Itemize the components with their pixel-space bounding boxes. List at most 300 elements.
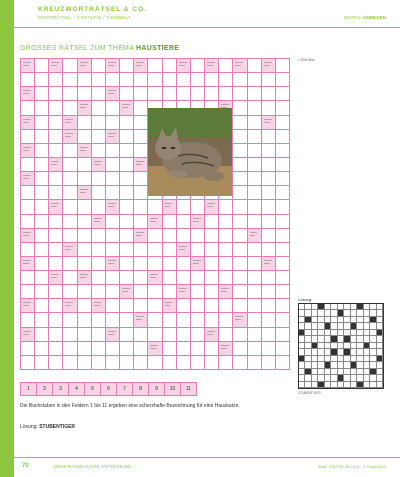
answer-cell[interactable] <box>148 328 162 342</box>
answer-cell[interactable] <box>35 243 49 257</box>
answer-cell[interactable] <box>92 130 106 144</box>
answer-cell[interactable] <box>63 73 77 87</box>
answer-cell[interactable] <box>233 271 247 285</box>
answer-cell[interactable] <box>276 186 290 200</box>
answer-cell[interactable] <box>134 299 148 313</box>
answer-cell[interactable] <box>63 257 77 271</box>
answer-cell[interactable] <box>233 158 247 172</box>
answer-cell[interactable] <box>219 59 233 73</box>
answer-cell[interactable] <box>148 87 162 101</box>
answer-cell[interactable] <box>163 342 177 356</box>
answer-cell[interactable] <box>35 59 49 73</box>
answer-cell[interactable] <box>276 73 290 87</box>
answer-cell[interactable] <box>21 215 35 229</box>
answer-cell[interactable] <box>63 101 77 115</box>
answer-cell[interactable] <box>49 342 63 356</box>
answer-cell[interactable] <box>35 144 49 158</box>
answer-cell[interactable] <box>92 285 106 299</box>
answer-cell[interactable] <box>219 257 233 271</box>
answer-cell[interactable] <box>205 356 219 370</box>
answer-cell[interactable] <box>148 229 162 243</box>
answer-cell[interactable] <box>177 87 191 101</box>
answer-cell[interactable] <box>248 130 262 144</box>
answer-cell[interactable] <box>49 101 63 115</box>
answer-cell[interactable] <box>21 200 35 214</box>
answer-cell[interactable] <box>92 229 106 243</box>
answer-cell[interactable] <box>163 229 177 243</box>
answer-cell[interactable] <box>233 285 247 299</box>
answer-cell[interactable] <box>63 186 77 200</box>
answer-cell[interactable] <box>276 271 290 285</box>
answer-cell[interactable] <box>191 271 205 285</box>
answer-cell[interactable] <box>134 342 148 356</box>
answer-cell[interactable] <box>262 356 276 370</box>
answer-cell[interactable] <box>177 313 191 327</box>
answer-cell[interactable] <box>78 215 92 229</box>
answer-cell[interactable] <box>134 116 148 130</box>
answer-cell[interactable] <box>35 186 49 200</box>
answer-cell[interactable] <box>21 285 35 299</box>
answer-cell[interactable] <box>233 101 247 115</box>
answer-cell[interactable] <box>134 87 148 101</box>
answer-cell[interactable] <box>92 172 106 186</box>
answer-cell[interactable] <box>205 285 219 299</box>
answer-cell[interactable] <box>163 59 177 73</box>
solution-box[interactable]: 3 <box>53 383 69 395</box>
answer-cell[interactable] <box>248 200 262 214</box>
answer-cell[interactable] <box>177 299 191 313</box>
answer-cell[interactable] <box>35 101 49 115</box>
answer-cell[interactable] <box>78 356 92 370</box>
answer-cell[interactable] <box>163 73 177 87</box>
answer-cell[interactable] <box>262 144 276 158</box>
answer-cell[interactable] <box>106 144 120 158</box>
answer-cell[interactable] <box>120 313 134 327</box>
answer-cell[interactable] <box>177 229 191 243</box>
answer-cell[interactable] <box>106 186 120 200</box>
answer-cell[interactable] <box>35 130 49 144</box>
answer-cell[interactable] <box>134 130 148 144</box>
solution-boxes[interactable] <box>20 382 197 396</box>
answer-cell[interactable] <box>276 144 290 158</box>
answer-cell[interactable] <box>205 229 219 243</box>
solution-box[interactable]: 10 <box>165 383 181 395</box>
answer-cell[interactable] <box>120 186 134 200</box>
answer-cell[interactable] <box>35 87 49 101</box>
answer-cell[interactable] <box>276 229 290 243</box>
answer-cell[interactable] <box>120 200 134 214</box>
answer-cell[interactable] <box>63 271 77 285</box>
answer-cell[interactable] <box>148 200 162 214</box>
answer-cell[interactable] <box>120 59 134 73</box>
answer-cell[interactable] <box>63 59 77 73</box>
answer-cell[interactable] <box>63 87 77 101</box>
answer-cell[interactable] <box>63 356 77 370</box>
answer-cell[interactable] <box>134 73 148 87</box>
answer-cell[interactable] <box>248 313 262 327</box>
answer-cell[interactable] <box>233 356 247 370</box>
answer-cell[interactable] <box>134 200 148 214</box>
answer-cell[interactable] <box>276 172 290 186</box>
answer-cell[interactable] <box>205 215 219 229</box>
answer-cell[interactable] <box>148 299 162 313</box>
answer-cell[interactable] <box>233 87 247 101</box>
answer-cell[interactable] <box>120 229 134 243</box>
answer-cell[interactable] <box>92 59 106 73</box>
answer-cell[interactable] <box>233 257 247 271</box>
answer-cell[interactable] <box>106 299 120 313</box>
answer-cell[interactable] <box>35 172 49 186</box>
answer-cell[interactable] <box>262 285 276 299</box>
answer-cell[interactable] <box>205 313 219 327</box>
answer-cell[interactable] <box>35 73 49 87</box>
answer-cell[interactable] <box>248 257 262 271</box>
answer-cell[interactable] <box>78 172 92 186</box>
answer-cell[interactable] <box>106 313 120 327</box>
answer-cell[interactable] <box>120 215 134 229</box>
answer-cell[interactable] <box>63 229 77 243</box>
answer-cell[interactable] <box>248 271 262 285</box>
answer-cell[interactable] <box>276 116 290 130</box>
answer-cell[interactable] <box>49 144 63 158</box>
answer-cell[interactable] <box>205 243 219 257</box>
answer-cell[interactable] <box>262 271 276 285</box>
answer-cell[interactable] <box>276 313 290 327</box>
answer-cell[interactable] <box>248 243 262 257</box>
answer-cell[interactable] <box>233 243 247 257</box>
answer-cell[interactable] <box>219 73 233 87</box>
answer-cell[interactable] <box>177 342 191 356</box>
answer-cell[interactable] <box>163 215 177 229</box>
answer-cell[interactable] <box>205 342 219 356</box>
answer-cell[interactable] <box>262 130 276 144</box>
answer-cell[interactable] <box>92 243 106 257</box>
answer-cell[interactable] <box>92 356 106 370</box>
answer-cell[interactable] <box>248 87 262 101</box>
answer-cell[interactable] <box>219 243 233 257</box>
answer-cell[interactable] <box>191 342 205 356</box>
answer-cell[interactable] <box>106 229 120 243</box>
answer-cell[interactable] <box>248 144 262 158</box>
answer-cell[interactable] <box>262 101 276 115</box>
answer-cell[interactable] <box>276 328 290 342</box>
answer-cell[interactable] <box>177 215 191 229</box>
answer-cell[interactable] <box>134 186 148 200</box>
answer-cell[interactable] <box>120 116 134 130</box>
solution-box[interactable]: 11 <box>181 383 197 395</box>
answer-cell[interactable] <box>49 313 63 327</box>
answer-cell[interactable] <box>49 257 63 271</box>
answer-cell[interactable] <box>35 116 49 130</box>
answer-cell[interactable] <box>120 271 134 285</box>
answer-cell[interactable] <box>163 271 177 285</box>
answer-cell[interactable] <box>92 342 106 356</box>
answer-cell[interactable] <box>92 257 106 271</box>
answer-cell[interactable] <box>163 257 177 271</box>
answer-cell[interactable] <box>21 186 35 200</box>
answer-cell[interactable] <box>49 285 63 299</box>
answer-cell[interactable] <box>262 299 276 313</box>
answer-cell[interactable] <box>177 328 191 342</box>
answer-cell[interactable] <box>233 229 247 243</box>
answer-cell[interactable] <box>205 271 219 285</box>
answer-cell[interactable] <box>120 342 134 356</box>
answer-cell[interactable] <box>191 285 205 299</box>
answer-cell[interactable] <box>163 243 177 257</box>
answer-cell[interactable] <box>92 186 106 200</box>
answer-cell[interactable] <box>92 313 106 327</box>
answer-cell[interactable] <box>177 73 191 87</box>
answer-cell[interactable] <box>78 130 92 144</box>
solution-box[interactable]: 5 <box>85 383 101 395</box>
answer-cell[interactable] <box>120 172 134 186</box>
answer-cell[interactable] <box>21 356 35 370</box>
answer-cell[interactable] <box>63 328 77 342</box>
crossword-grid[interactable] <box>20 58 290 370</box>
answer-cell[interactable] <box>248 356 262 370</box>
answer-cell[interactable] <box>120 130 134 144</box>
answer-cell[interactable] <box>134 271 148 285</box>
answer-cell[interactable] <box>262 87 276 101</box>
answer-cell[interactable] <box>63 342 77 356</box>
answer-cell[interactable] <box>248 158 262 172</box>
answer-cell[interactable] <box>35 285 49 299</box>
answer-cell[interactable] <box>21 342 35 356</box>
answer-cell[interactable] <box>148 313 162 327</box>
answer-cell[interactable] <box>276 215 290 229</box>
answer-cell[interactable] <box>191 313 205 327</box>
answer-cell[interactable] <box>148 73 162 87</box>
answer-cell[interactable] <box>134 243 148 257</box>
answer-cell[interactable] <box>106 271 120 285</box>
solution-box[interactable]: 4 <box>69 383 85 395</box>
solution-box[interactable]: 2 <box>37 383 53 395</box>
answer-cell[interactable] <box>106 356 120 370</box>
answer-cell[interactable] <box>262 215 276 229</box>
answer-cell[interactable] <box>78 313 92 327</box>
answer-cell[interactable] <box>21 158 35 172</box>
answer-cell[interactable] <box>148 257 162 271</box>
answer-cell[interactable] <box>92 200 106 214</box>
answer-cell[interactable] <box>134 257 148 271</box>
answer-cell[interactable] <box>276 200 290 214</box>
answer-cell[interactable] <box>276 130 290 144</box>
answer-cell[interactable] <box>191 328 205 342</box>
answer-cell[interactable] <box>120 243 134 257</box>
answer-cell[interactable] <box>233 215 247 229</box>
answer-cell[interactable] <box>78 87 92 101</box>
answer-cell[interactable] <box>248 116 262 130</box>
answer-cell[interactable] <box>21 73 35 87</box>
solution-box[interactable]: 7 <box>117 383 133 395</box>
answer-cell[interactable] <box>134 101 148 115</box>
answer-cell[interactable] <box>163 313 177 327</box>
answer-cell[interactable] <box>205 73 219 87</box>
answer-cell[interactable] <box>233 299 247 313</box>
answer-cell[interactable] <box>205 87 219 101</box>
answer-cell[interactable] <box>92 116 106 130</box>
answer-cell[interactable] <box>63 285 77 299</box>
answer-cell[interactable] <box>78 243 92 257</box>
answer-cell[interactable] <box>21 243 35 257</box>
answer-cell[interactable] <box>78 257 92 271</box>
answer-cell[interactable] <box>219 328 233 342</box>
answer-cell[interactable] <box>134 285 148 299</box>
answer-cell[interactable] <box>35 342 49 356</box>
answer-cell[interactable] <box>248 285 262 299</box>
answer-cell[interactable] <box>248 342 262 356</box>
answer-cell[interactable] <box>233 186 247 200</box>
answer-cell[interactable] <box>248 328 262 342</box>
answer-cell[interactable] <box>63 200 77 214</box>
solution-box[interactable]: 6 <box>101 383 117 395</box>
answer-cell[interactable] <box>78 229 92 243</box>
answer-cell[interactable] <box>163 87 177 101</box>
answer-cell[interactable] <box>276 87 290 101</box>
answer-cell[interactable] <box>63 158 77 172</box>
answer-cell[interactable] <box>49 229 63 243</box>
answer-cell[interactable] <box>49 87 63 101</box>
answer-cell[interactable] <box>248 172 262 186</box>
answer-cell[interactable] <box>120 328 134 342</box>
answer-cell[interactable] <box>49 356 63 370</box>
answer-cell[interactable] <box>78 328 92 342</box>
answer-cell[interactable] <box>49 73 63 87</box>
answer-cell[interactable] <box>120 87 134 101</box>
answer-cell[interactable] <box>191 59 205 73</box>
answer-cell[interactable] <box>92 271 106 285</box>
answer-cell[interactable] <box>92 101 106 115</box>
solution-box[interactable]: 8 <box>133 383 149 395</box>
answer-cell[interactable] <box>120 144 134 158</box>
answer-cell[interactable] <box>191 243 205 257</box>
answer-cell[interactable] <box>49 172 63 186</box>
answer-cell[interactable] <box>233 328 247 342</box>
answer-cell[interactable] <box>134 328 148 342</box>
answer-cell[interactable] <box>262 342 276 356</box>
answer-cell[interactable] <box>49 243 63 257</box>
answer-cell[interactable] <box>276 158 290 172</box>
answer-cell[interactable] <box>219 356 233 370</box>
answer-cell[interactable] <box>163 328 177 342</box>
answer-cell[interactable] <box>106 285 120 299</box>
answer-cell[interactable] <box>92 328 106 342</box>
answer-cell[interactable] <box>148 356 162 370</box>
answer-cell[interactable] <box>78 299 92 313</box>
answer-cell[interactable] <box>35 215 49 229</box>
answer-cell[interactable] <box>35 229 49 243</box>
answer-cell[interactable] <box>35 271 49 285</box>
answer-cell[interactable] <box>106 116 120 130</box>
answer-cell[interactable] <box>92 144 106 158</box>
answer-cell[interactable] <box>191 299 205 313</box>
answer-cell[interactable] <box>262 186 276 200</box>
answer-cell[interactable] <box>21 313 35 327</box>
answer-cell[interactable] <box>276 243 290 257</box>
answer-cell[interactable] <box>191 73 205 87</box>
answer-cell[interactable] <box>134 356 148 370</box>
answer-cell[interactable] <box>191 229 205 243</box>
answer-cell[interactable] <box>35 200 49 214</box>
answer-cell[interactable] <box>148 285 162 299</box>
answer-cell[interactable] <box>233 342 247 356</box>
answer-cell[interactable] <box>177 356 191 370</box>
answer-cell[interactable] <box>262 172 276 186</box>
answer-cell[interactable] <box>78 73 92 87</box>
answer-cell[interactable] <box>49 116 63 130</box>
answer-cell[interactable] <box>49 328 63 342</box>
answer-cell[interactable] <box>78 342 92 356</box>
answer-cell[interactable] <box>248 73 262 87</box>
answer-cell[interactable] <box>248 215 262 229</box>
answer-cell[interactable] <box>233 116 247 130</box>
answer-cell[interactable] <box>35 299 49 313</box>
answer-cell[interactable] <box>262 313 276 327</box>
answer-cell[interactable] <box>276 299 290 313</box>
answer-cell[interactable] <box>63 172 77 186</box>
answer-cell[interactable] <box>276 342 290 356</box>
answer-cell[interactable] <box>78 158 92 172</box>
answer-cell[interactable] <box>106 172 120 186</box>
answer-cell[interactable] <box>134 215 148 229</box>
answer-cell[interactable] <box>262 158 276 172</box>
answer-cell[interactable] <box>177 271 191 285</box>
answer-cell[interactable] <box>191 87 205 101</box>
answer-cell[interactable] <box>106 243 120 257</box>
answer-cell[interactable] <box>78 285 92 299</box>
answer-cell[interactable] <box>248 186 262 200</box>
answer-cell[interactable] <box>134 172 148 186</box>
answer-cell[interactable] <box>120 356 134 370</box>
answer-cell[interactable] <box>248 299 262 313</box>
answer-cell[interactable] <box>49 130 63 144</box>
answer-cell[interactable] <box>106 342 120 356</box>
answer-cell[interactable] <box>49 299 63 313</box>
answer-cell[interactable] <box>262 200 276 214</box>
answer-cell[interactable] <box>248 101 262 115</box>
answer-cell[interactable] <box>219 229 233 243</box>
answer-cell[interactable] <box>35 313 49 327</box>
answer-cell[interactable] <box>262 243 276 257</box>
answer-cell[interactable] <box>120 299 134 313</box>
answer-cell[interactable] <box>233 172 247 186</box>
answer-cell[interactable] <box>49 186 63 200</box>
answer-cell[interactable] <box>78 200 92 214</box>
answer-cell[interactable] <box>177 200 191 214</box>
answer-cell[interactable] <box>219 200 233 214</box>
answer-cell[interactable] <box>78 116 92 130</box>
answer-cell[interactable] <box>262 73 276 87</box>
answer-cell[interactable] <box>205 299 219 313</box>
solution-box[interactable]: 1 <box>21 383 37 395</box>
answer-cell[interactable] <box>276 257 290 271</box>
answer-cell[interactable] <box>276 285 290 299</box>
answer-cell[interactable] <box>163 356 177 370</box>
answer-cell[interactable] <box>148 59 162 73</box>
answer-cell[interactable] <box>106 215 120 229</box>
answer-cell[interactable] <box>92 73 106 87</box>
answer-cell[interactable] <box>219 313 233 327</box>
answer-cell[interactable] <box>262 328 276 342</box>
answer-cell[interactable] <box>134 144 148 158</box>
answer-cell[interactable] <box>177 257 191 271</box>
answer-cell[interactable] <box>219 215 233 229</box>
answer-cell[interactable] <box>276 101 290 115</box>
answer-cell[interactable] <box>35 158 49 172</box>
answer-cell[interactable] <box>219 87 233 101</box>
answer-cell[interactable] <box>63 313 77 327</box>
answer-cell[interactable] <box>233 73 247 87</box>
